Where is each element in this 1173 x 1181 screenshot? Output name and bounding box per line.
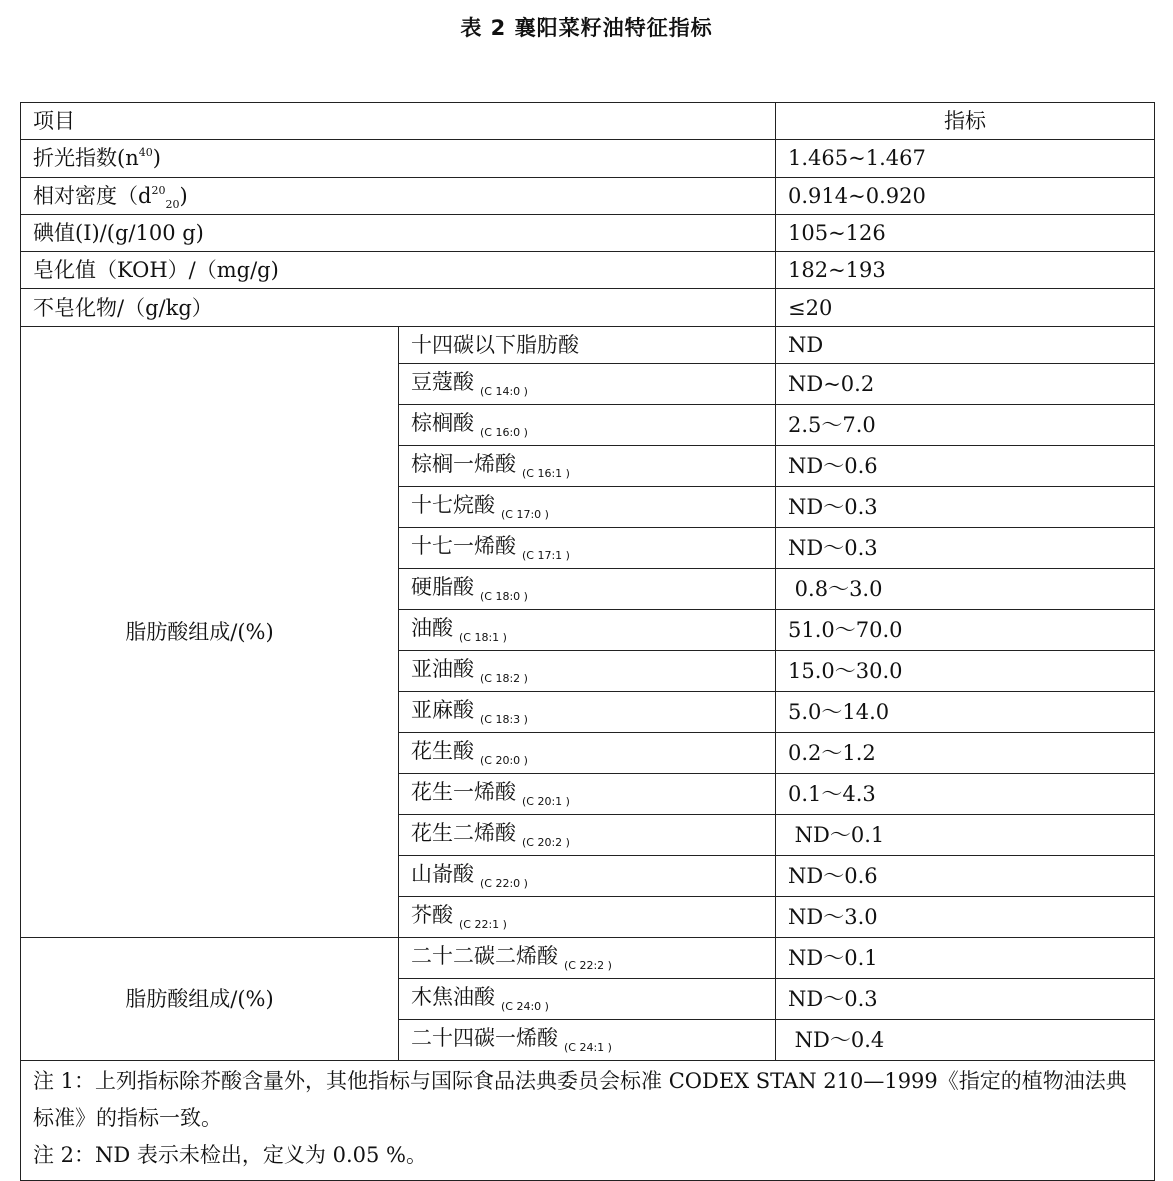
fatty-acid-name	[399, 938, 776, 979]
fatty-acid-group-label: 脂肪酸组成/(%)	[21, 326, 399, 937]
property-label-text: 皂化值（KOH）/（mg/g)	[33, 258, 279, 283]
fatty-acid-code: (C 14:0 )	[480, 385, 528, 399]
fatty-acid-name	[399, 1020, 776, 1061]
property-row	[21, 289, 1155, 326]
fatty-acid-name-text: 十七一烯酸	[411, 534, 516, 559]
property-value: 1.465~1.467	[776, 140, 1155, 177]
property-label-suffix: )	[179, 183, 188, 208]
fatty-acid-value: 51.0～70.0	[776, 610, 1155, 651]
notes-cell	[21, 1061, 1155, 1181]
fatty-acid-name-text: 山嵛酸	[411, 862, 474, 887]
fatty-acid-name	[399, 651, 776, 692]
fatty-acid-name-text: 亚麻酸	[411, 698, 474, 723]
property-row	[21, 177, 1155, 214]
fatty-acid-value: 0.8～3.0	[776, 569, 1155, 610]
fatty-acid-code: (C 16:0 )	[480, 426, 528, 440]
fatty-acid-code: (C 20:0 )	[480, 754, 528, 768]
fatty-acid-code: (C 24:1 )	[564, 1041, 612, 1055]
fatty-acid-value: 0.1～4.3	[776, 774, 1155, 815]
property-label	[21, 140, 776, 177]
notes-row	[21, 1061, 1155, 1181]
fatty-acid-value: 15.0～30.0	[776, 651, 1155, 692]
table-title: 表 2 襄阳菜籽油特征指标	[460, 16, 713, 40]
fatty-acid-code: (C 22:0 )	[480, 877, 528, 891]
fatty-acid-name-text: 棕榈酸	[411, 411, 474, 436]
fatty-acid-value: ND～0.1	[776, 815, 1155, 856]
superscript: 40	[138, 146, 153, 160]
fatty-acid-name	[399, 774, 776, 815]
fatty-acid-value: ND～3.0	[776, 897, 1155, 938]
fatty-acid-name	[399, 856, 776, 897]
property-value: 182~193	[776, 252, 1155, 289]
fatty-acid-code: (C 18:1 )	[459, 631, 507, 645]
fatty-acid-code: (C 18:2 )	[480, 672, 528, 686]
note-1: 注 1：上列指标除芥酸含量外，其他指标与国际食品法典委员会标准 CODEX STAN 210—1999《指定的植物油法典标准》的指标一致。	[33, 1069, 1127, 1131]
header-indicator: 指标	[776, 103, 1155, 140]
fatty-acid-group-label: 脂肪酸组成/(%)	[21, 938, 399, 1061]
property-row	[21, 214, 1155, 251]
fatty-acid-name-text: 花生二烯酸	[411, 821, 516, 846]
note-2: 注 2：ND 表示未检出，定义为 0.05 %。	[33, 1143, 427, 1168]
property-value: 105~126	[776, 214, 1155, 251]
fatty-acid-name-text: 十七烷酸	[411, 493, 495, 518]
fatty-acid-name	[399, 446, 776, 487]
fatty-acid-name	[399, 569, 776, 610]
property-label-text: 相对密度（d	[33, 183, 152, 208]
fatty-acid-name-text: 豆蔻酸	[411, 370, 474, 395]
property-label	[21, 214, 776, 251]
header-item: 项目	[21, 103, 776, 140]
property-value: 0.914~0.920	[776, 177, 1155, 214]
fatty-acid-name-text: 花生酸	[411, 739, 474, 764]
fatty-acid-value: 2.5～7.0	[776, 405, 1155, 446]
fatty-acid-value: 0.2～1.2	[776, 733, 1155, 774]
property-label-text: 折光指数(n	[33, 146, 139, 171]
fatty-acid-name-text: 油酸	[411, 616, 453, 641]
subscript: 20	[165, 197, 180, 211]
fatty-acid-name	[399, 528, 776, 569]
fatty-acid-code: (C 20:1 )	[522, 795, 570, 809]
property-label	[21, 177, 776, 214]
fatty-acid-name	[399, 815, 776, 856]
fatty-acid-name-text: 花生一烯酸	[411, 780, 516, 805]
fatty-acid-code: (C 18:0 )	[480, 590, 528, 604]
property-label-text: 不皂化物/（g/kg）	[33, 295, 213, 320]
fatty-acid-name	[399, 692, 776, 733]
fatty-acid-value: ND～0.3	[776, 979, 1155, 1020]
fatty-acid-value: ND～0.6	[776, 446, 1155, 487]
fatty-acid-name	[399, 610, 776, 651]
property-label	[21, 252, 776, 289]
fatty-acid-code: (C 18:3 )	[480, 713, 528, 727]
fatty-acid-code: (C 22:2 )	[564, 959, 612, 973]
property-label-suffix: )	[152, 146, 161, 171]
fatty-acid-name-text: 二十四碳一烯酸	[411, 1026, 558, 1051]
fatty-acid-name	[399, 487, 776, 528]
fatty-acid-code: (C 20:2 )	[522, 836, 570, 850]
fatty-acid-value: ND～0.6	[776, 856, 1155, 897]
fatty-acid-value: ND～0.3	[776, 487, 1155, 528]
fatty-acid-name-text: 十四碳以下脂肪酸	[411, 332, 579, 357]
fatty-acid-code: (C 24:0 )	[501, 1000, 549, 1014]
fatty-acid-value: ND~0.2	[776, 364, 1155, 405]
fatty-acid-value: ND～0.4	[776, 1020, 1155, 1061]
fatty-acid-value: 5.0～14.0	[776, 692, 1155, 733]
fatty-acid-value: ND	[776, 326, 1155, 363]
superscript: 20	[151, 183, 166, 197]
fatty-acid-name-text: 硬脂酸	[411, 575, 474, 600]
fatty-acid-name-text: 木焦油酸	[411, 985, 495, 1010]
property-label	[21, 289, 776, 326]
fatty-acid-name-text: 芥酸	[411, 903, 453, 928]
fatty-acid-code: (C 22:1 )	[459, 918, 507, 932]
fatty-acid-value: ND～0.1	[776, 938, 1155, 979]
fatty-acid-code: (C 17:0 )	[501, 508, 549, 522]
fatty-acid-name	[399, 405, 776, 446]
fatty-acid-code: (C 16:1 )	[522, 467, 570, 481]
fatty-acid-row	[21, 326, 1155, 363]
fatty-acid-name	[399, 733, 776, 774]
property-value: ≤20	[776, 289, 1155, 326]
table-body	[21, 103, 1155, 1181]
fatty-acid-name	[399, 326, 776, 363]
fatty-acid-name	[399, 364, 776, 405]
fatty-acid-name-text: 亚油酸	[411, 657, 474, 682]
characteristics-table	[20, 102, 1155, 1181]
fatty-acid-code: (C 17:1 )	[522, 549, 570, 563]
property-row	[21, 252, 1155, 289]
fatty-acid-name-text: 二十二碳二烯酸	[411, 944, 558, 969]
property-row	[21, 140, 1155, 177]
fatty-acid-name-text: 棕榈一烯酸	[411, 452, 516, 477]
fatty-acid-row	[21, 938, 1155, 979]
property-label-text: 碘值(I)/(g/100 g)	[33, 221, 204, 246]
fatty-acid-name	[399, 897, 776, 938]
fatty-acid-value: ND～0.3	[776, 528, 1155, 569]
header-row	[21, 103, 1155, 140]
fatty-acid-name	[399, 979, 776, 1020]
